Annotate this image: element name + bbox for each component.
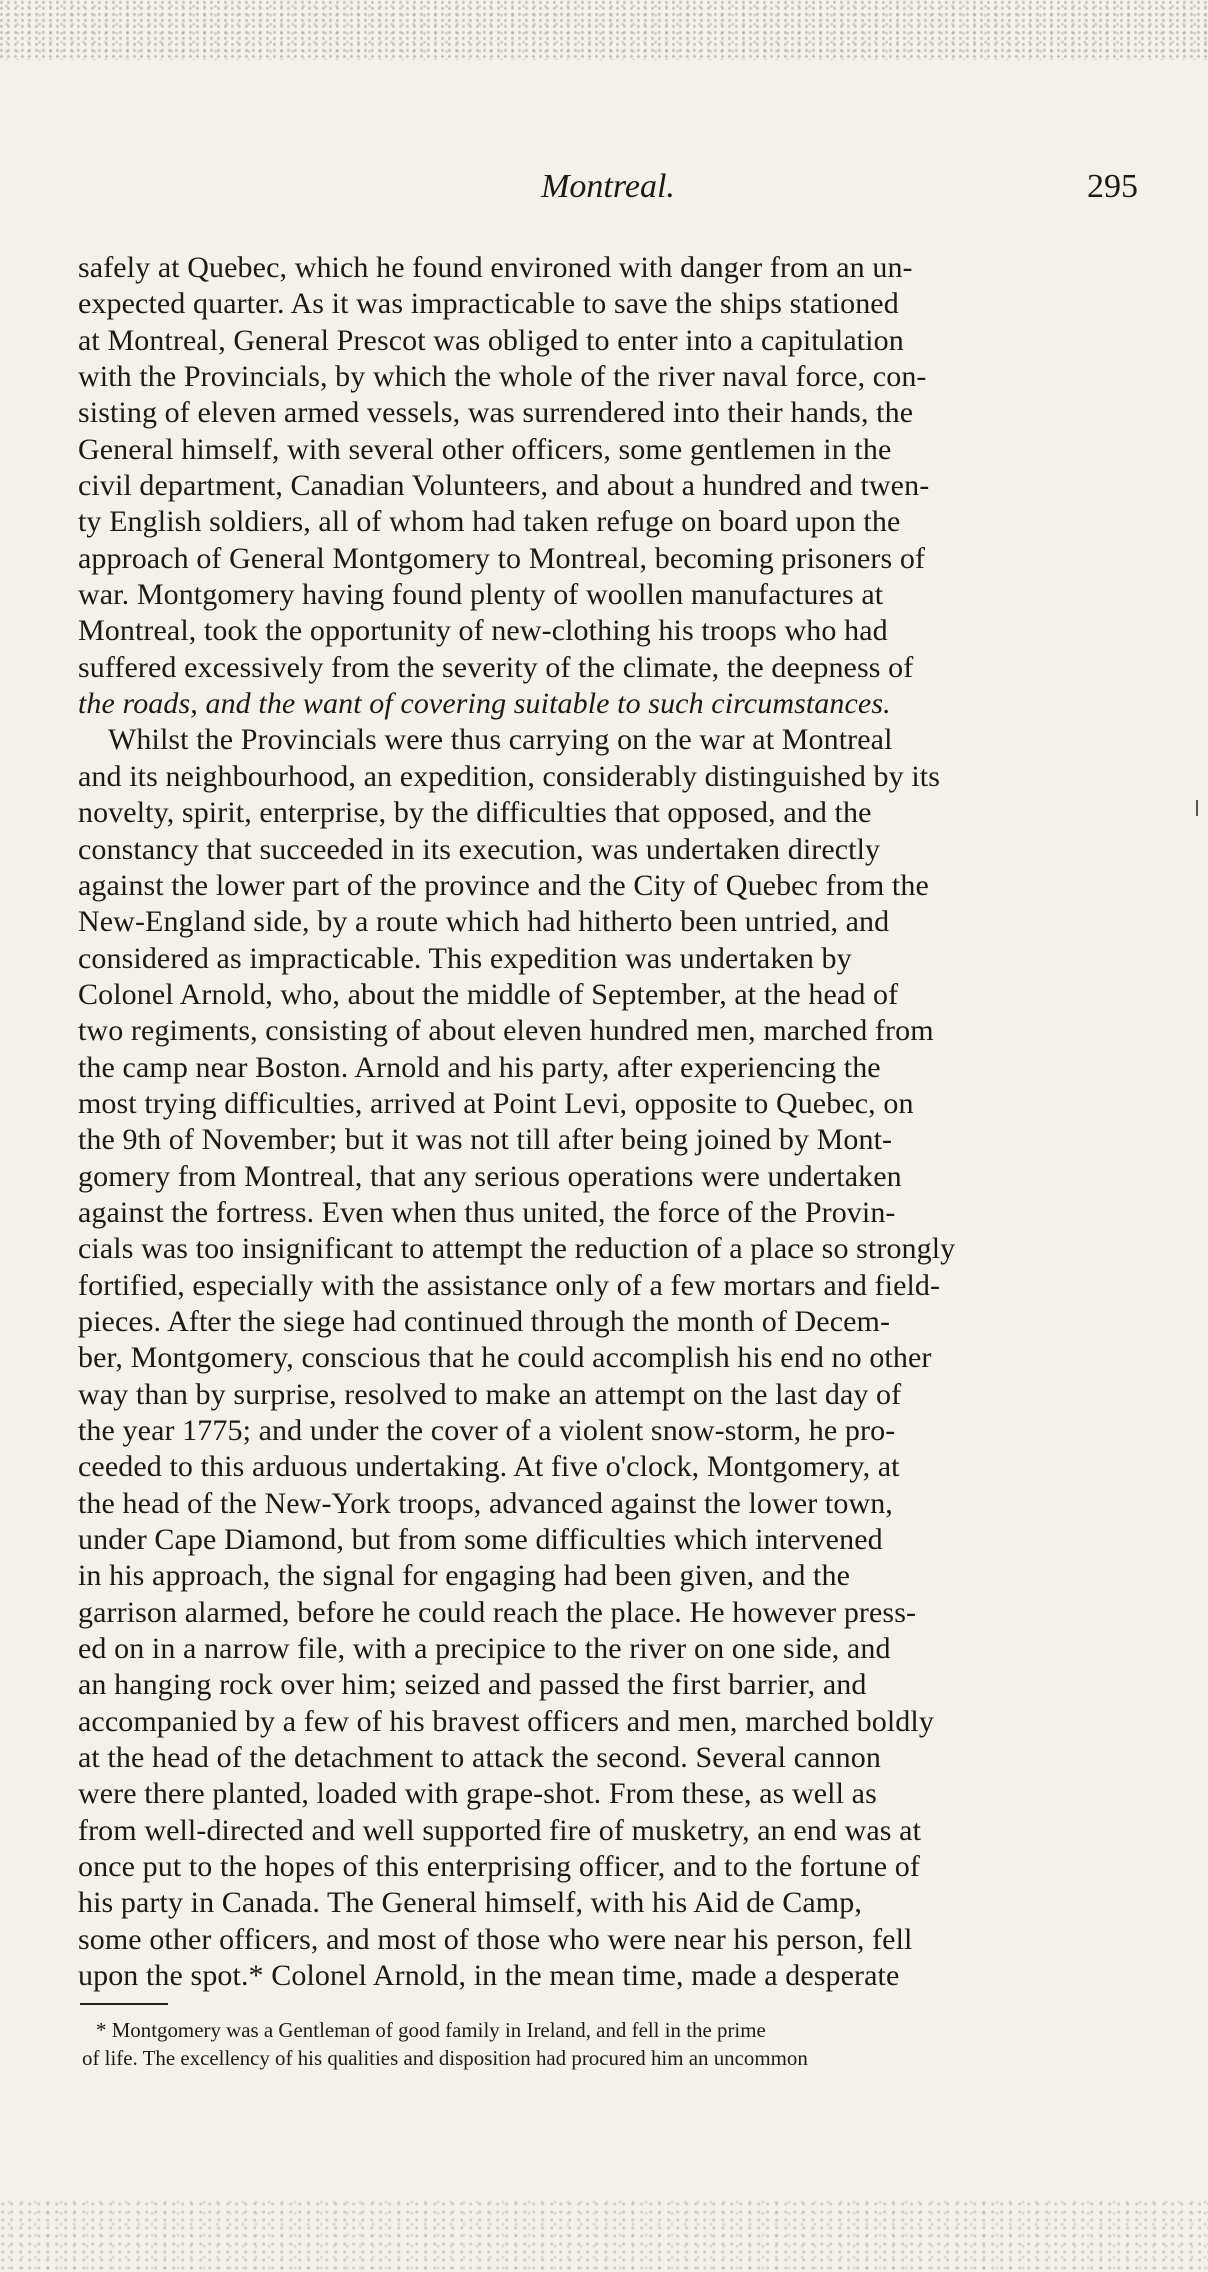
text-line: expected quarter. As it was impracticable to save the ships stationed	[78, 287, 899, 321]
text-line: ty English soldiers, all of whom had taken refuge on board upon the	[78, 505, 901, 539]
text-line: cials was too insignificant to attempt the reduction of a place so strongly	[78, 1232, 956, 1266]
text-line: upon the spot.* Colonel Arnold, in the mean time, made a desperate	[78, 1959, 900, 1993]
text-line: from well-directed and well supported fire of musketry, an end was at	[78, 1813, 922, 1847]
text-line: gomery from Montreal, that any serious operations were undertaken	[78, 1159, 902, 1193]
text-line: garrison alarmed, before he could reach the place. He however press-	[78, 1595, 917, 1629]
text-line: with the Provincials, by which the whole of the river naval force, con-	[78, 360, 927, 394]
text-line: accompanied by a few of his bravest officers and men, marched boldly	[78, 1704, 934, 1738]
text-line: ed on in a narrow file, with a precipice to the river on one side, and	[78, 1632, 891, 1666]
page-number: 295	[1087, 168, 1138, 205]
text-line: the head of the New-York troops, advanced against the lower town,	[78, 1486, 893, 1520]
text-line: once put to the hopes of this enterprising officer, and to the fortune of	[78, 1850, 920, 1884]
footnote-line: * Montgomery was a Gentleman of good family in Ireland, and fell in the prime	[96, 2018, 766, 2042]
text-line: most trying difficulties, arrived at Point Levi, opposite to Quebec, on	[78, 1086, 914, 1120]
text-line: at Montreal, General Prescot was obliged to enter into a capitulation	[78, 323, 904, 357]
text-line: war. Montgomery having found plenty of woollen manufactures at	[78, 578, 884, 612]
paper-speckle-bottom	[0, 2200, 1208, 2272]
text-line: approach of General Montgomery to Montreal, becoming prisoners of	[78, 541, 926, 575]
text-line: were there planted, loaded with grape-shot. From these, as well as	[78, 1777, 877, 1811]
text-line: ber, Montgomery, conscious that he could accomplish his end no other	[78, 1341, 932, 1375]
text-line: against the lower part of the province and the City of Quebec from the	[78, 868, 929, 902]
text-line: and its neighbourhood, an expedition, considerably distinguished by its	[78, 759, 940, 793]
footnote-rule	[80, 2003, 168, 2005]
footnote	[82, 2016, 1122, 2072]
text-line: some other officers, and most of those who were near his person, fell	[78, 1922, 913, 1956]
text-line: Montreal, took the opportunity of new-clothing his troops who had	[78, 614, 888, 648]
text-line: ceeded to this arduous undertaking. At five o'clock, Montgomery, at	[78, 1450, 900, 1484]
text-line: pieces. After the siege had continued through the month of Decem-	[78, 1304, 891, 1338]
text-line: considered as impracticable. This expedition was undertaken by	[78, 941, 852, 975]
text-line: General himself, with several other officers, some gentlemen in the	[78, 432, 892, 466]
text-line: under Cape Diamond, but from some difficulties which intervened	[78, 1523, 883, 1557]
text-line: way than by surprise, resolved to make an attempt on the last day of	[78, 1377, 902, 1411]
text-line: an hanging rock over him; seized and passed the first barrier, and	[78, 1668, 867, 1702]
text-line: Colonel Arnold, who, about the middle of September, at the head of	[78, 977, 899, 1011]
text-line: sisting of eleven armed vessels, was surrendered into their hands, the	[78, 396, 914, 430]
running-head	[78, 168, 1138, 214]
body-text	[78, 250, 1124, 1995]
text-line: in his approach, the signal for engaging had been given, and the	[78, 1559, 850, 1593]
text-line: the camp near Boston. Arnold and his party, after experiencing the	[78, 1050, 881, 1084]
text-line: New-England side, by a route which had hitherto been untried, and	[78, 905, 890, 939]
text-line: constancy that succeeded in its execution, was undertaken directly	[78, 832, 881, 866]
text-line: his party in Canada. The General himself, with his Aid de Camp,	[78, 1886, 862, 1920]
text-line: civil department, Canadian Volunteers, and about a hundred and twen-	[78, 469, 930, 503]
text-line: suffered excessively from the severity of the climate, the deepness of	[78, 650, 914, 684]
text-line: two regiments, consisting of about eleven hundred men, marched from	[78, 1014, 934, 1048]
paper-speckle-top	[0, 0, 1208, 60]
text-line: the roads, and the want of covering suitable to such circumstances.	[78, 687, 891, 721]
text-line: safely at Quebec, which he found environed with danger from an un-	[78, 251, 913, 284]
text-line: against the fortress. Even when thus united, the force of the Provin-	[78, 1195, 896, 1229]
text-line: fortified, especially with the assistance only of a few mortars and field-	[78, 1268, 941, 1302]
footnote-line: of life. The excellency of his qualities and disposition had procured him an uncommon	[82, 2046, 808, 2070]
text-line: the year 1775; and under the cover of a violent snow-storm, he pro-	[78, 1414, 896, 1447]
text-line: Whilst the Provincials were thus carrying on the war at Montreal	[108, 723, 893, 757]
margin-mark	[1196, 800, 1198, 816]
text-line: novelty, spirit, enterprise, by the difficulties that opposed, and the	[78, 796, 872, 830]
running-title: Montreal.	[541, 168, 675, 205]
text-line: at the head of the detachment to attack the second. Several cannon	[78, 1741, 881, 1775]
text-line: the 9th of November; but it was not till after being joined by Mont-	[78, 1123, 893, 1157]
